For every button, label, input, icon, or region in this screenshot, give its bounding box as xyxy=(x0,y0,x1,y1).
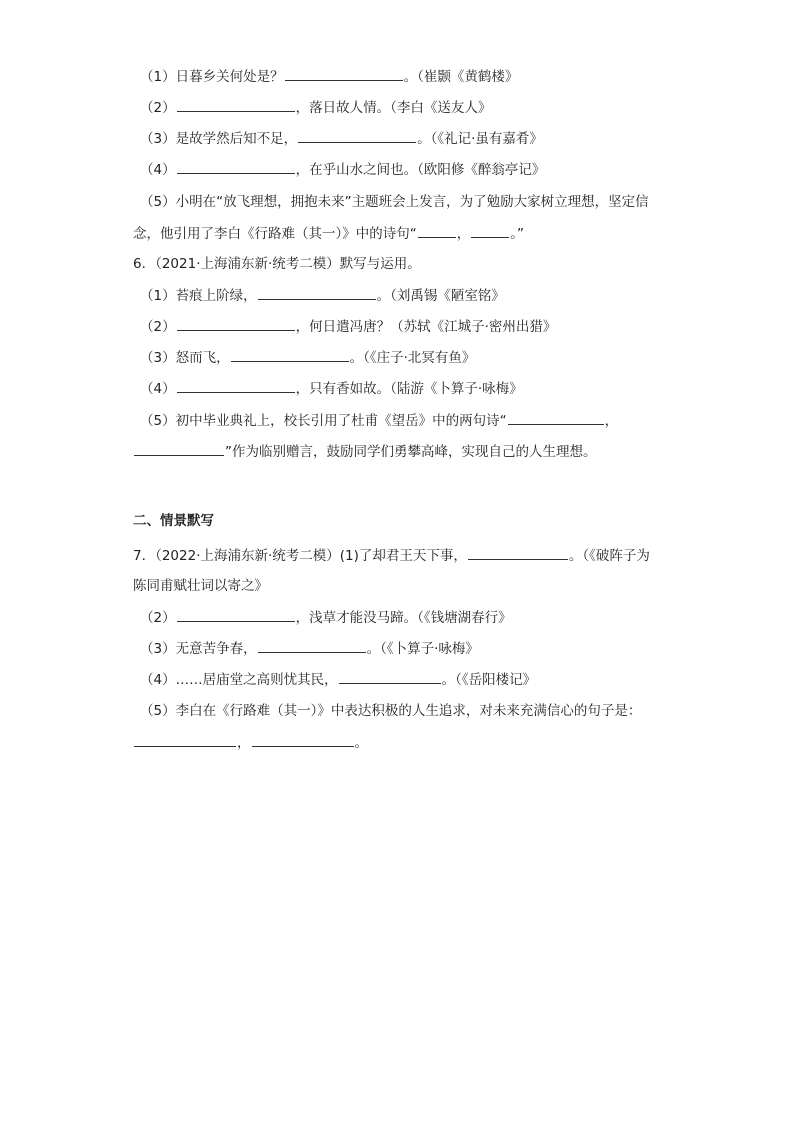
q5-item-4-source: ，在乎山水之间也。（欧阳修《醉翁亭记》 xyxy=(295,162,546,178)
answer-blank[interactable] xyxy=(177,378,295,393)
q5-item-2-source: ，落日故人情。（李白《送友人》 xyxy=(295,100,492,116)
q6-item-3-text: （3）怒而飞， xyxy=(140,350,230,366)
q7-item-4-text: （4）……居庙堂之高则忧其民， xyxy=(140,672,338,688)
answer-blank[interactable] xyxy=(177,159,295,174)
q7-item-5-line-2 xyxy=(133,732,693,753)
answer-blank[interactable] xyxy=(508,410,604,425)
q7-item-2 xyxy=(140,607,700,628)
answer-blank[interactable] xyxy=(231,347,349,362)
answer-blank[interactable] xyxy=(298,128,416,143)
q6-item-3-source: 。（《庄子·北冥有鱼》 xyxy=(349,350,476,366)
q5-item-3-source: 。（《礼记·虽有嘉肴》 xyxy=(417,131,543,147)
q5-item-4-text: （4） xyxy=(140,162,176,178)
answer-blank[interactable] xyxy=(134,732,236,747)
q6-item-4-text: （4） xyxy=(140,381,176,397)
q7-item-5-end: 。 xyxy=(354,735,368,751)
q6-item-4 xyxy=(140,378,700,399)
q7-line-1 xyxy=(133,545,693,566)
q7-item-5-line-1: （5）李白在《行路难（其一）》中表达积极的人生追求，对未来充满信心的句子是： xyxy=(140,703,642,719)
q5-item-2-text: （2） xyxy=(140,100,176,116)
q6-item-5-end: ”作为临别赠言，鼓励同学们勇攀高峰，实现自己的人生理想。 xyxy=(225,444,597,460)
answer-blank[interactable] xyxy=(258,638,366,653)
q6-item-1-source: 。（刘禹锡《陋室铭》 xyxy=(376,288,505,304)
q5-item-4 xyxy=(140,159,700,180)
q6-item-2 xyxy=(140,316,700,337)
q7-item-4 xyxy=(140,669,700,690)
answer-blank[interactable] xyxy=(339,669,441,684)
q6-heading: 6．（2021·上海浦东新·统考二模）默写与运用。 xyxy=(133,256,421,272)
q7-item-1-source: 。（《破阵子为 xyxy=(568,548,650,564)
q5-item-5-comma: ， xyxy=(456,226,471,242)
answer-blank[interactable] xyxy=(471,223,509,238)
section-title: 二、情景默写 xyxy=(133,513,214,529)
answer-blank[interactable] xyxy=(177,97,295,112)
q5-item-2 xyxy=(140,97,700,118)
answer-blank[interactable] xyxy=(177,316,295,331)
q6-item-5-line-1 xyxy=(140,410,700,431)
q6-item-5-line-2 xyxy=(133,441,693,462)
q7-line-2: 陈同甫赋壮词以寄之》 xyxy=(133,578,268,594)
q7-item-3 xyxy=(140,638,700,659)
answer-blank[interactable] xyxy=(177,607,295,622)
q6-item-5-comma: ， xyxy=(604,413,619,429)
q6-item-3 xyxy=(140,347,700,368)
q6-item-1-text: （1）苔痕上阶绿， xyxy=(140,288,257,304)
q5-item-5-text: 念，他引用了李白《行路难（其一）》中的诗句“ xyxy=(133,226,417,242)
q6-item-1 xyxy=(140,285,700,306)
answer-blank[interactable] xyxy=(134,441,224,456)
q5-item-5-end: 。” xyxy=(510,226,524,242)
q7-heading-text: 7．（2022·上海浦东新·统考二模）(1)了却君王天下事， xyxy=(133,548,467,564)
answer-blank[interactable] xyxy=(258,285,376,300)
q5-item-5-line-1: （5）小明在“放飞理想，拥抱未来”主题班会上发言，为了勉励大家树立理想，坚定信 xyxy=(140,194,649,210)
q6-item-2-text: （2） xyxy=(140,319,176,335)
q7-item-2-source: ，浅草才能没马蹄。（《钱塘湖春行》 xyxy=(295,610,512,626)
answer-blank[interactable] xyxy=(285,66,403,81)
q7-item-3-source: 。（《卜算子·咏梅》 xyxy=(366,641,479,657)
q5-item-3-text: （3）是故学然后知不足， xyxy=(140,131,298,147)
q6-item-4-source: ，只有香如故。（陆游《卜算子·咏梅》 xyxy=(295,381,523,397)
answer-blank[interactable] xyxy=(418,223,456,238)
answer-blank[interactable] xyxy=(252,732,354,747)
answer-blank[interactable] xyxy=(468,545,568,560)
q7-item-5-comma: ， xyxy=(237,735,251,751)
q5-item-3 xyxy=(140,128,700,149)
q7-item-4-source: 。（《岳阳楼记》 xyxy=(441,672,537,688)
q7-item-2-text: （2） xyxy=(140,610,176,626)
q5-item-1-source: 。（崔颢《黄鹤楼》 xyxy=(403,69,519,85)
q5-item-1-text: （1）日暮乡关何处是？ xyxy=(140,69,284,85)
q5-item-1 xyxy=(140,66,700,87)
q6-item-5-text: （5）初中毕业典礼上，校长引用了杜甫《望岳》中的两句诗“ xyxy=(140,413,507,429)
q5-item-5-line-2 xyxy=(133,223,693,244)
q7-item-3-text: （3）无意苦争春， xyxy=(140,641,257,657)
q6-item-2-source: ，何日遣冯唐？（苏轼《江城子·密州出猎》 xyxy=(295,319,557,335)
